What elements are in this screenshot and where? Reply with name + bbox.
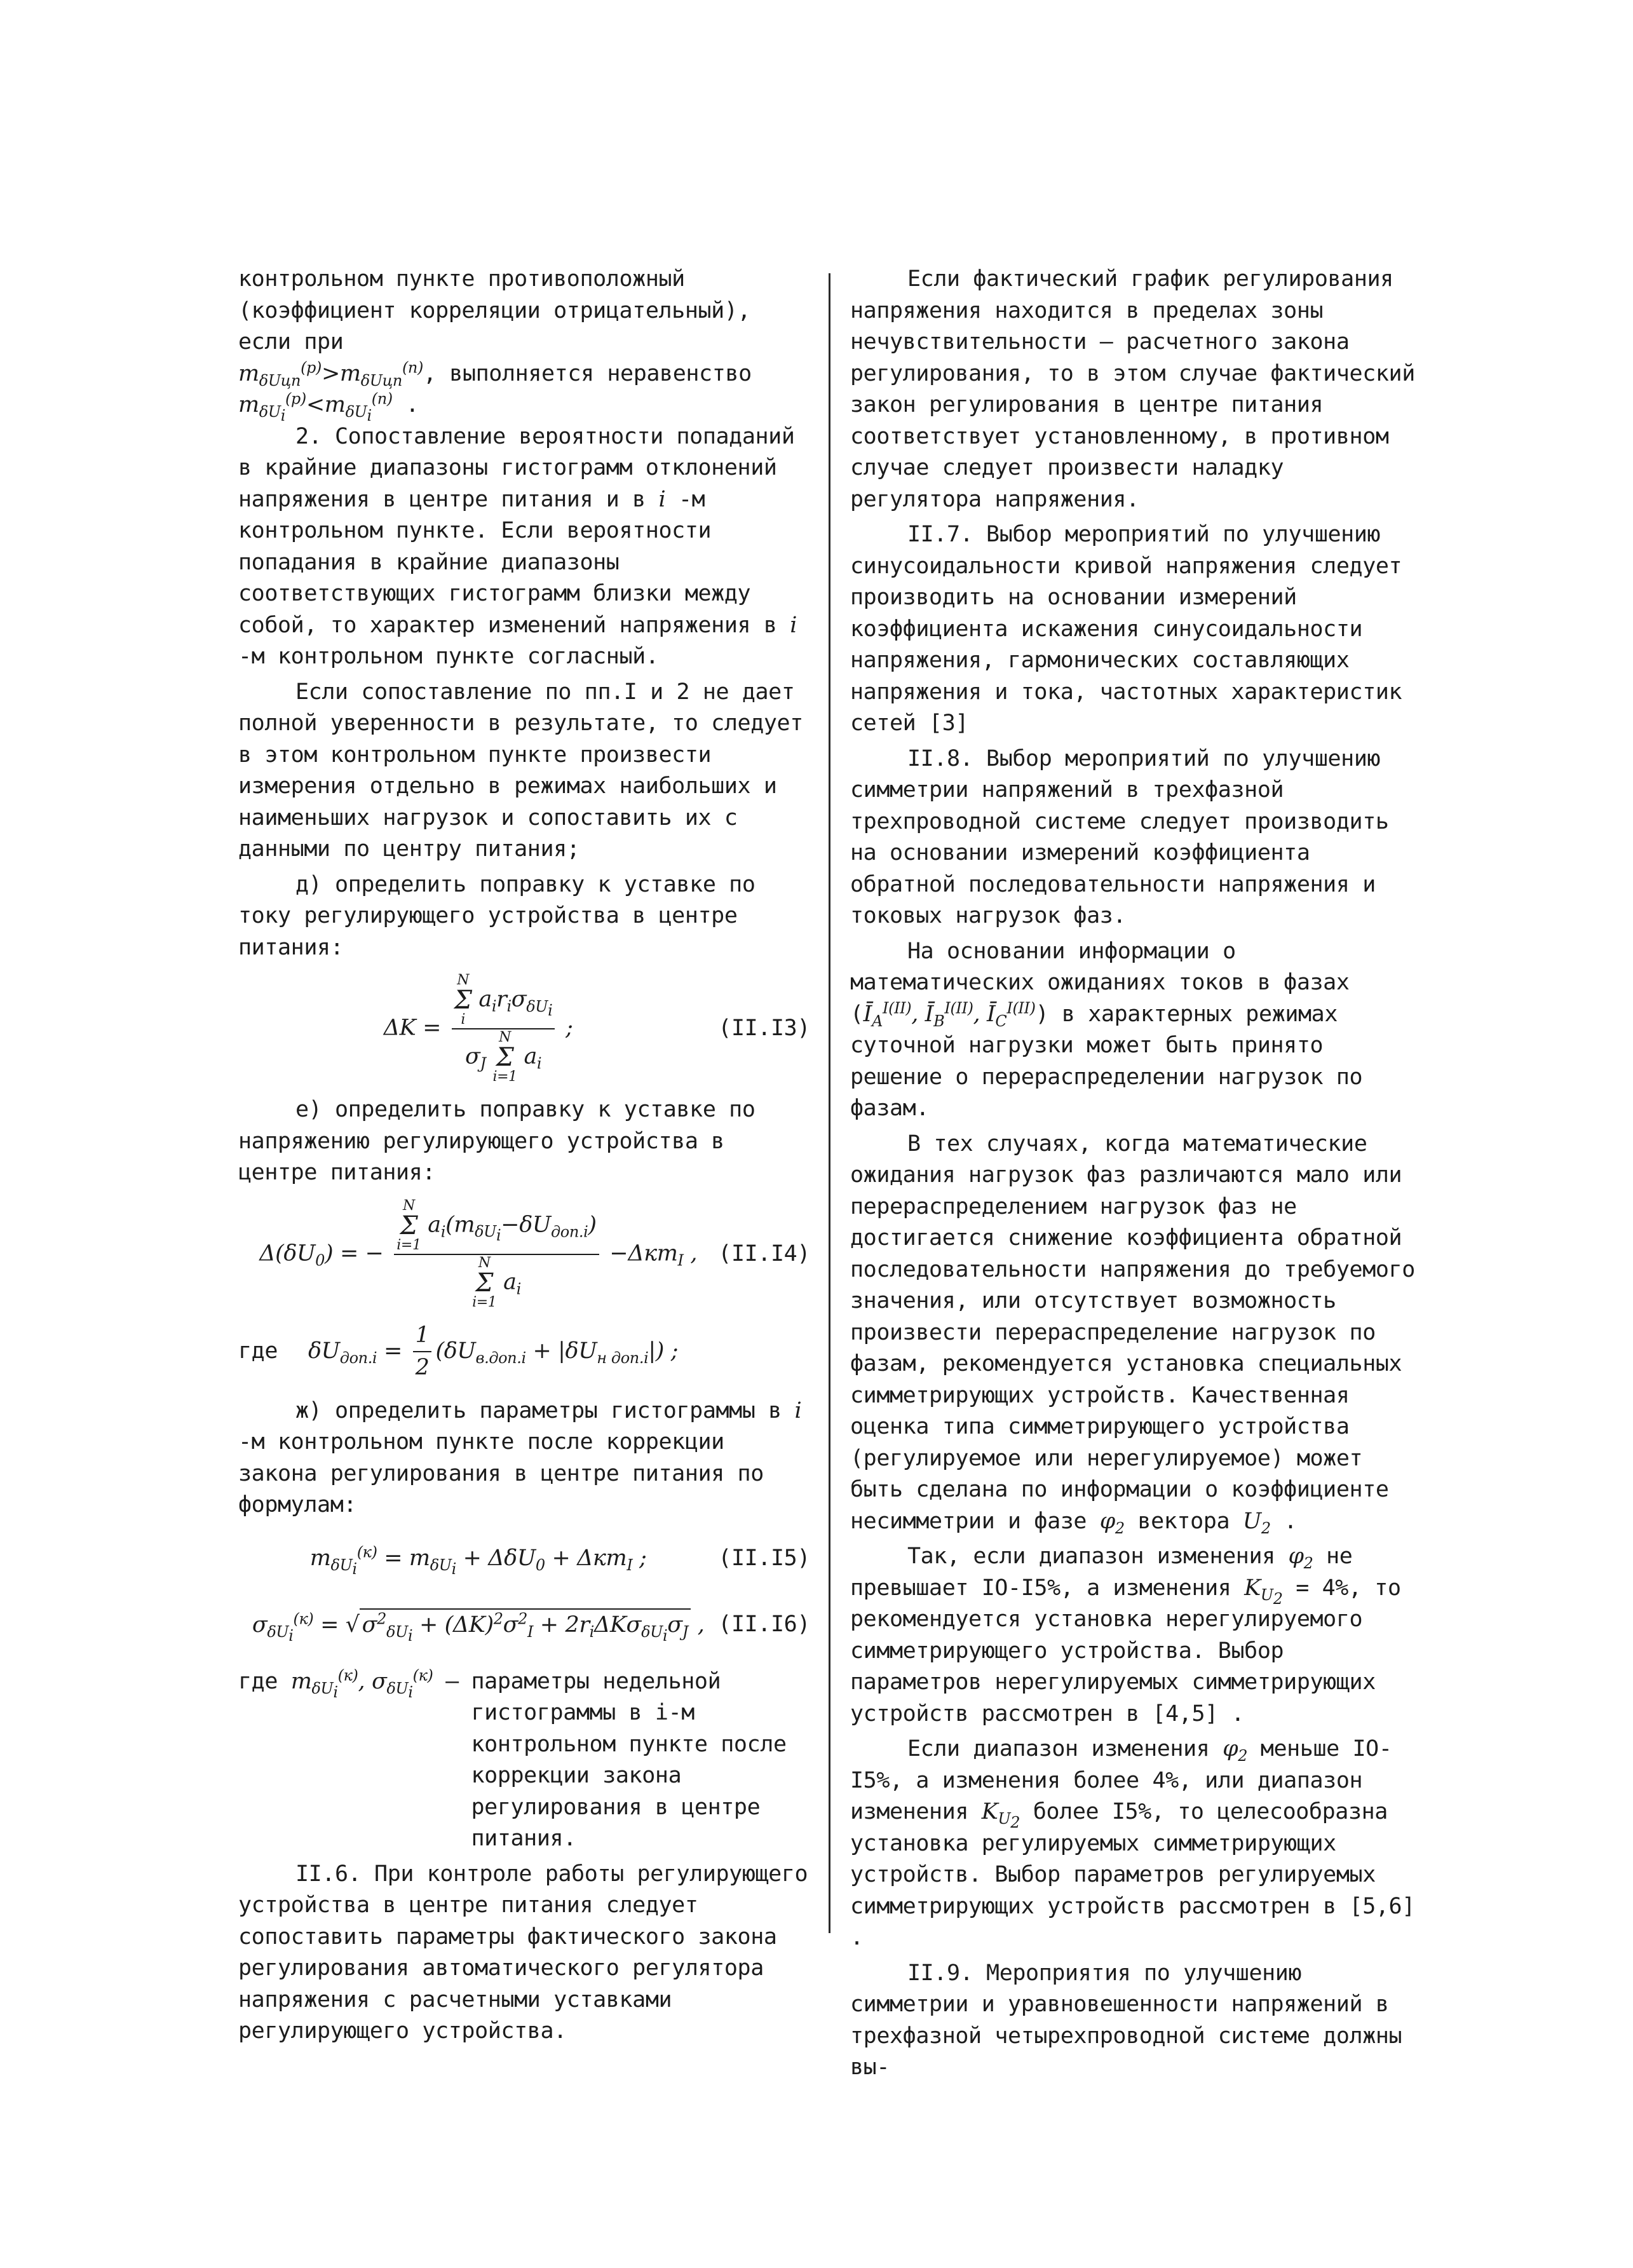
equation-II-15: $m_{\delta U_i}^{(к)} = m_{\delta U_i} + \Delta\delta U_0 + \Delta кm_I$ ; (II.I5) (309, 1543, 810, 1578)
right-paragraph-1: Если фактический график регулирования напряжения находится в пределах зоны нечувствительности – расчетного закона регулирования, то в этом случае фактический закон регулирования в центре питания соответствует установленному, в противном случае следует произвести наладку регулятора напряжения. (850, 266, 1415, 512)
equation-number: (II.I3) (718, 1015, 810, 1042)
left-paragraph-5: е) определить поправку к уставке по напряжению регулирующего устройства в центре питания: (238, 1097, 756, 1185)
right-paragraph-4: На основании информации о математических ожиданиях токов в фазах ($Ī_A^{I(II)}$, $Ī_B^{I(II)}$, $Ī_C^{I(II)}$) в характерных режимах суточной нагрузки может быть принято решение о перераспределении нагрузок по фазам. (850, 938, 1363, 1121)
where-clause: где $\delta U_{доп.i}$ = $\frac{1}{2}$ $(\delta U_{в.доп.i} + |\delta U_{н доп.i}|)$ ; (238, 1320, 810, 1384)
right-paragraph-2: II.7. Выбор мероприятий по улучшению синусоидальности кривой напряжения следует производить на основании измерений коэффициента искажения синусоидальности напряжения, гармонических составляющих напряжения и тока, частотных характеристик сетей [3] (850, 522, 1402, 736)
right-paragraph-5: В тех случаях, когда математические ожидания нагрузок фаз различаются мало или перераспределением нагрузок фаз не достигается снижение коэффициента обратной последовательности напряжения до требуемого значения, или отсутствует возможность произвести перераспределение нагрузок по фазам, рекомендуется установка специальных симметрирующих устройств. Качественная оценка типа симметрирующего устройства (регулируемое или нерегулируемое) может быть сделана по информации о коэффициенте несимметрии и фазе $\varphi_2$ вектора $U_2$ . (850, 1131, 1415, 1537)
right-paragraph-8: II.9. Мероприятия по улучшению симметрии и уравновешенности напряжений в трехфазной четырехпроводной системе должны вы- (850, 1960, 1402, 2080)
left-paragraph-4: д) определить поправку к уставке по току регулирующего устройства в центре питания: (238, 871, 756, 960)
left-column (238, 264, 810, 2047)
definition-description: параметры недельной гистограммы в i-м контрольном пункте после коррекции закона регулирования в центре питания. (471, 1668, 787, 1851)
left-inequality-line-1: $m_{\delta Uцп}^{(р)}>m_{\delta Uцп}^{(п)}$, выполняется неравенство (238, 358, 752, 390)
left-paragraph-7: II.6. При контроле работы регулирующего устройства в центре питания следует сопоставить параметры фактического закона регулирования автоматического регулятора напряжения с расчетными уставками регулирующего устройства. (238, 1861, 808, 2044)
left-inequality-line-2: $m_{\delta U_i}^{(р)}<m_{\delta U_i}^{(п)}$ . (238, 390, 419, 424)
equation-number: (II.I5) (718, 1545, 810, 1571)
left-paragraph-3: Если сопоставление по пп.I и 2 не дает полной уверенности в результате, то следует в этом контрольном пункте произвести измерения отдельно в режимах наибольших и наименьших нагрузок и сопоставить их с данными по центру питания; (238, 679, 803, 862)
column-divider (829, 273, 830, 1933)
equation-number: (II.I6) (718, 1611, 810, 1637)
right-column (850, 264, 1422, 2084)
left-paragraph-1: контрольном пункте противоположный (коэффициент корреляции отрицательный), если при (238, 266, 751, 355)
left-paragraph-6: ж) определить параметры гистограммы в i -м контрольном пункте после коррекции закона регулирования в центре питания по формулам: (238, 1397, 802, 1518)
left-paragraph-2: 2. Сопоставление вероятности попаданий в крайние диапазоны гистограмм отклонений напряжения в центре питания и в i -м контрольном пункте. Если вероятности попадания в крайние диапазоны соответствующих гистограмм близки между собой, то характер изменений напряжения в i -м контрольном пункте согласный. (238, 423, 797, 669)
equation-II-13: ΔK = N Σ i $a_ir_i\sigma_{\delta U_i}$ $\sigma_J$ N Σ i=1 $a_i$ ; (II.I3) (383, 972, 810, 1085)
equation-number: (II.I4) (718, 1240, 810, 1266)
right-paragraph-3: II.8. Выбор мероприятий по улучшению симметрии напряжений в трехфазной трехпроводной системе следует производить на основании измерений коэффициента обратной последовательности напряжения и токовых нагрузок фаз. (850, 745, 1389, 928)
equation-II-14: $\Delta(\delta U_0)$ = − N Σ i=1 $a_i(m_{\delta U_i}-\delta U_{доп.i})$ N Σ i=1 $a_i$ −Δкm$_I$ , (II.I4) (259, 1197, 810, 1310)
right-paragraph-7: Если диапазон изменения $\varphi_2$ меньше IO-I5%, а изменения более 4%, или диапазон изменения $K_{U_2}$ более I5%, то целесообразна установка регулируемых симметрирующих устройств. Выбор параметров регулируемых симметрирующих устройств рассмотрен в [5,6] . (850, 1736, 1415, 1950)
definition-block: где $m_{\delta U_i}^{(к)}$, $\sigma_{\delta U_i}^{(к)}$ – параметры недельной гистограммы в i-м контрольном пункте после коррекции закона регулирования в центре питания. (238, 1666, 810, 1855)
equation-II-16: $\sigma_{\delta U_i}^{(к)}$ = √ $\sigma^2_{\delta U_i} + (\Delta K)^2\sigma^2_I + 2r_i\Delta K\sigma_{\delta U_i}\sigma_J$ , (II.I6) (238, 1596, 810, 1653)
right-paragraph-6: Так, если диапазон изменения $\varphi_2$ не превышает IO-I5%, а изменения $K_{U_2} = 4\%$, то рекомендуется установка нерегулируемого симметрирующего устройства. Выбор параметров нерегулируемых симметрирующих устройств рассмотрен в [4,5] . (850, 1544, 1401, 1727)
